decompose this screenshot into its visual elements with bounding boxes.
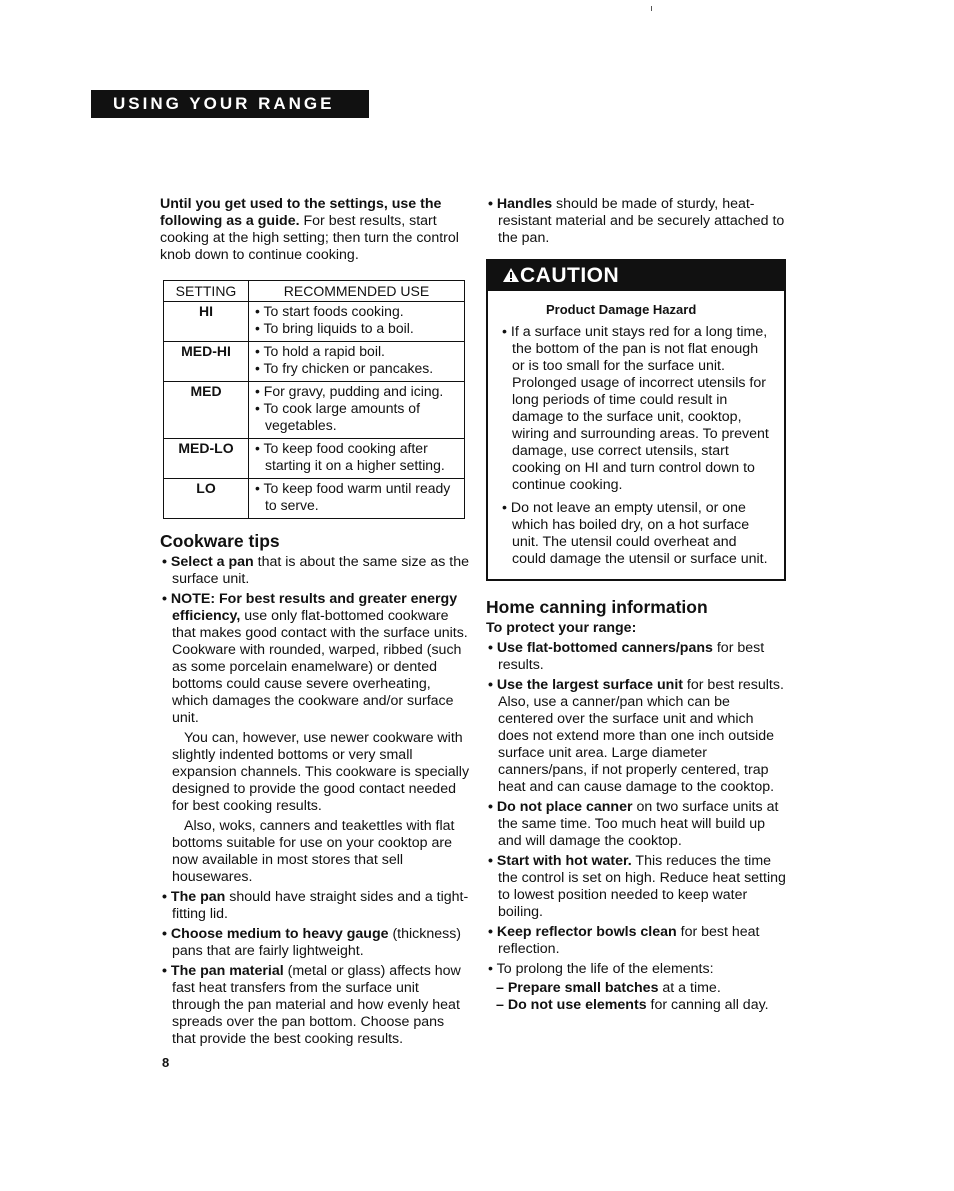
setting-cell: MED	[164, 382, 249, 439]
table-row	[164, 439, 465, 479]
list-item	[160, 963, 470, 1048]
intro-paragraph	[160, 196, 470, 264]
canning-subtitle-text: To protect your range:	[486, 620, 637, 636]
tip-text: should be made of sturdy, heat-resistant material and be securely attached to the pan.	[498, 196, 785, 246]
tip-bold: • Select a pan	[162, 554, 254, 570]
sub-bold: – Do not use elements	[496, 997, 647, 1013]
list-item	[486, 677, 786, 796]
setting-cell: MED-HI	[164, 342, 249, 382]
use-cell	[249, 479, 465, 519]
header-setting: SETTING	[164, 281, 249, 302]
tip-text: use only flat-bottomed cookware that makes good contact with the surface units. Cookware with rounded, warped, ribbed (such as some porcelain enamelware) or dented bottoms could cause severe overheating, which damages the cookware and/or surface unit.	[172, 608, 468, 726]
tip-bold: • The pan material	[162, 963, 284, 979]
list-item	[160, 591, 470, 727]
list-item	[160, 554, 470, 588]
tip-bold: • Start with hot water.	[488, 853, 632, 869]
table-row	[164, 479, 465, 519]
tip-text: should have straight sides and a tight-fitting lid.	[172, 889, 469, 922]
sub-item	[486, 980, 786, 997]
page-mark	[651, 6, 652, 11]
setting-cell: HI	[164, 302, 249, 342]
list-item: • Do not leave an empty utensil, or one which has boiled dry, on a hot surface unit. The utensil could overheat and could damage the utensil or surface unit.	[502, 500, 768, 567]
use-cell	[249, 342, 465, 382]
caution-list	[500, 324, 770, 568]
canning-subtitle	[486, 620, 786, 637]
tip-text: for best results. Also, use a canner/pan which can be centered over the surface unit and which does not extend more than one inch outside surface unit area. Large diameter canners/pans, if not properly centered, trap heat and can cause damage to the cooktop.	[498, 677, 784, 795]
intro-bold: Until you get used to the settings, use the following as a guide.	[160, 196, 442, 229]
use-line: • To hold a rapid boil.	[255, 343, 385, 359]
caution-subtitle: Product Damage Hazard	[546, 302, 697, 317]
list-item	[160, 889, 470, 923]
list-item: • If a surface unit stays red for a long time, the bottom of the pan is not flat enough or is too small for the surface unit. Prolonged usage of incorrect utensils for long periods of time could result in damage to the surface unit, cooktop, wiring and surrounding areas. To prevent damage, use correct utensils, start cooking on HI and turn control down to continue cooking.	[502, 324, 769, 493]
use-line: • To bring liquids to a boil.	[255, 320, 414, 336]
settings-table	[163, 280, 465, 519]
table-row	[164, 382, 465, 439]
tip-text: for best heat reflection.	[498, 924, 760, 957]
list-item	[486, 640, 786, 674]
tip-text: This reduces the time the control is set on high. Reduce heat setting to lowest position needed to keep water boiling.	[498, 853, 786, 920]
left-column	[160, 196, 470, 1051]
section-banner: USING YOUR RANGE	[91, 90, 369, 118]
tip-bold: • Use the largest surface unit	[488, 677, 683, 693]
sub-text: at a time.	[658, 980, 721, 996]
tip-bold: • Use flat-bottomed canners/pans	[488, 640, 713, 656]
cookware-tips-heading: Cookware tips	[160, 531, 280, 551]
header-recommended-use: RECOMMENDED USE	[249, 281, 465, 302]
canning-heading: Home canning information	[486, 597, 708, 617]
use-line: • To fry chicken or pancakes.	[255, 360, 434, 376]
list-item	[160, 926, 470, 960]
use-cell	[249, 302, 465, 342]
continuation-paragraph: You can, however, use newer cookware with slightly indented bottoms or very small expansion channels. This cookware is specially designed to provide the good contact needed for best cooking results.	[172, 730, 470, 814]
table-header-row	[164, 281, 465, 302]
tip-text: (metal or glass) affects how fast heat transfers from the surface unit through the pan material and how evenly heat spreads over the pan bottom. Choose pans that provide the best cooking results.	[172, 963, 461, 1047]
tip-bold: • The pan	[162, 889, 226, 905]
tip-text: (thickness) pans that are fairly lightweight.	[172, 926, 462, 959]
tip-bold: • Keep reflector bowls clean	[488, 924, 677, 940]
cookware-tips-list	[160, 554, 470, 727]
right-column	[486, 196, 786, 1014]
tip-text: on two surface units at the same time. Too much heat will build up and will damage the cooktop.	[498, 799, 779, 849]
cookware-tips-list-2	[160, 889, 470, 1048]
list-item: • To prolong the life of the elements:	[488, 961, 714, 977]
caution-body	[488, 291, 784, 579]
list-item	[486, 799, 786, 850]
sub-text: for canning all day.	[646, 997, 769, 1013]
tip-text: for best results.	[498, 640, 765, 673]
caution-header	[488, 261, 784, 291]
list-item	[486, 853, 786, 921]
caution-box	[486, 259, 786, 581]
use-line: • To start foods cooking.	[255, 303, 404, 319]
use-cell	[249, 439, 465, 479]
tip-text: that is about the same size as the surface unit.	[172, 554, 470, 587]
handles-list	[486, 196, 786, 247]
tip-bold: • Handles	[488, 196, 553, 212]
sub-item	[486, 997, 786, 1014]
caution-title: CAUTION	[520, 264, 620, 287]
use-cell	[249, 382, 465, 439]
table-row	[164, 342, 465, 382]
continuation-paragraph: Also, woks, canners and teakettles with flat bottoms suitable for use on your cooktop are now available in most stores that sell housewares.	[172, 818, 455, 885]
intro-text: For best results, start cooking at the high setting; then turn the control knob down to continue cooking.	[160, 213, 459, 263]
page-number: 8	[162, 1055, 170, 1070]
canning-list	[486, 640, 786, 978]
tip-bold: • NOTE: For best results and greater energy efficiency,	[162, 591, 458, 624]
tip-bold: • Choose medium to heavy gauge	[162, 926, 389, 942]
use-line: • For gravy, pudding and icing.	[255, 383, 444, 399]
list-item	[486, 924, 786, 958]
setting-cell: LO	[164, 479, 249, 519]
list-item	[486, 196, 786, 247]
tip-bold: • Do not place canner	[488, 799, 633, 815]
warning-triangle-icon	[502, 267, 520, 283]
table-row	[164, 302, 465, 342]
use-line: • To cook large amounts of vegetables.	[255, 400, 420, 433]
use-line: • To keep food warm until ready to serve.	[255, 480, 451, 513]
use-line: • To keep food cooking after starting it on a higher setting.	[255, 440, 445, 473]
setting-cell: MED-LO	[164, 439, 249, 479]
sub-bold: – Prepare small batches	[496, 980, 659, 996]
